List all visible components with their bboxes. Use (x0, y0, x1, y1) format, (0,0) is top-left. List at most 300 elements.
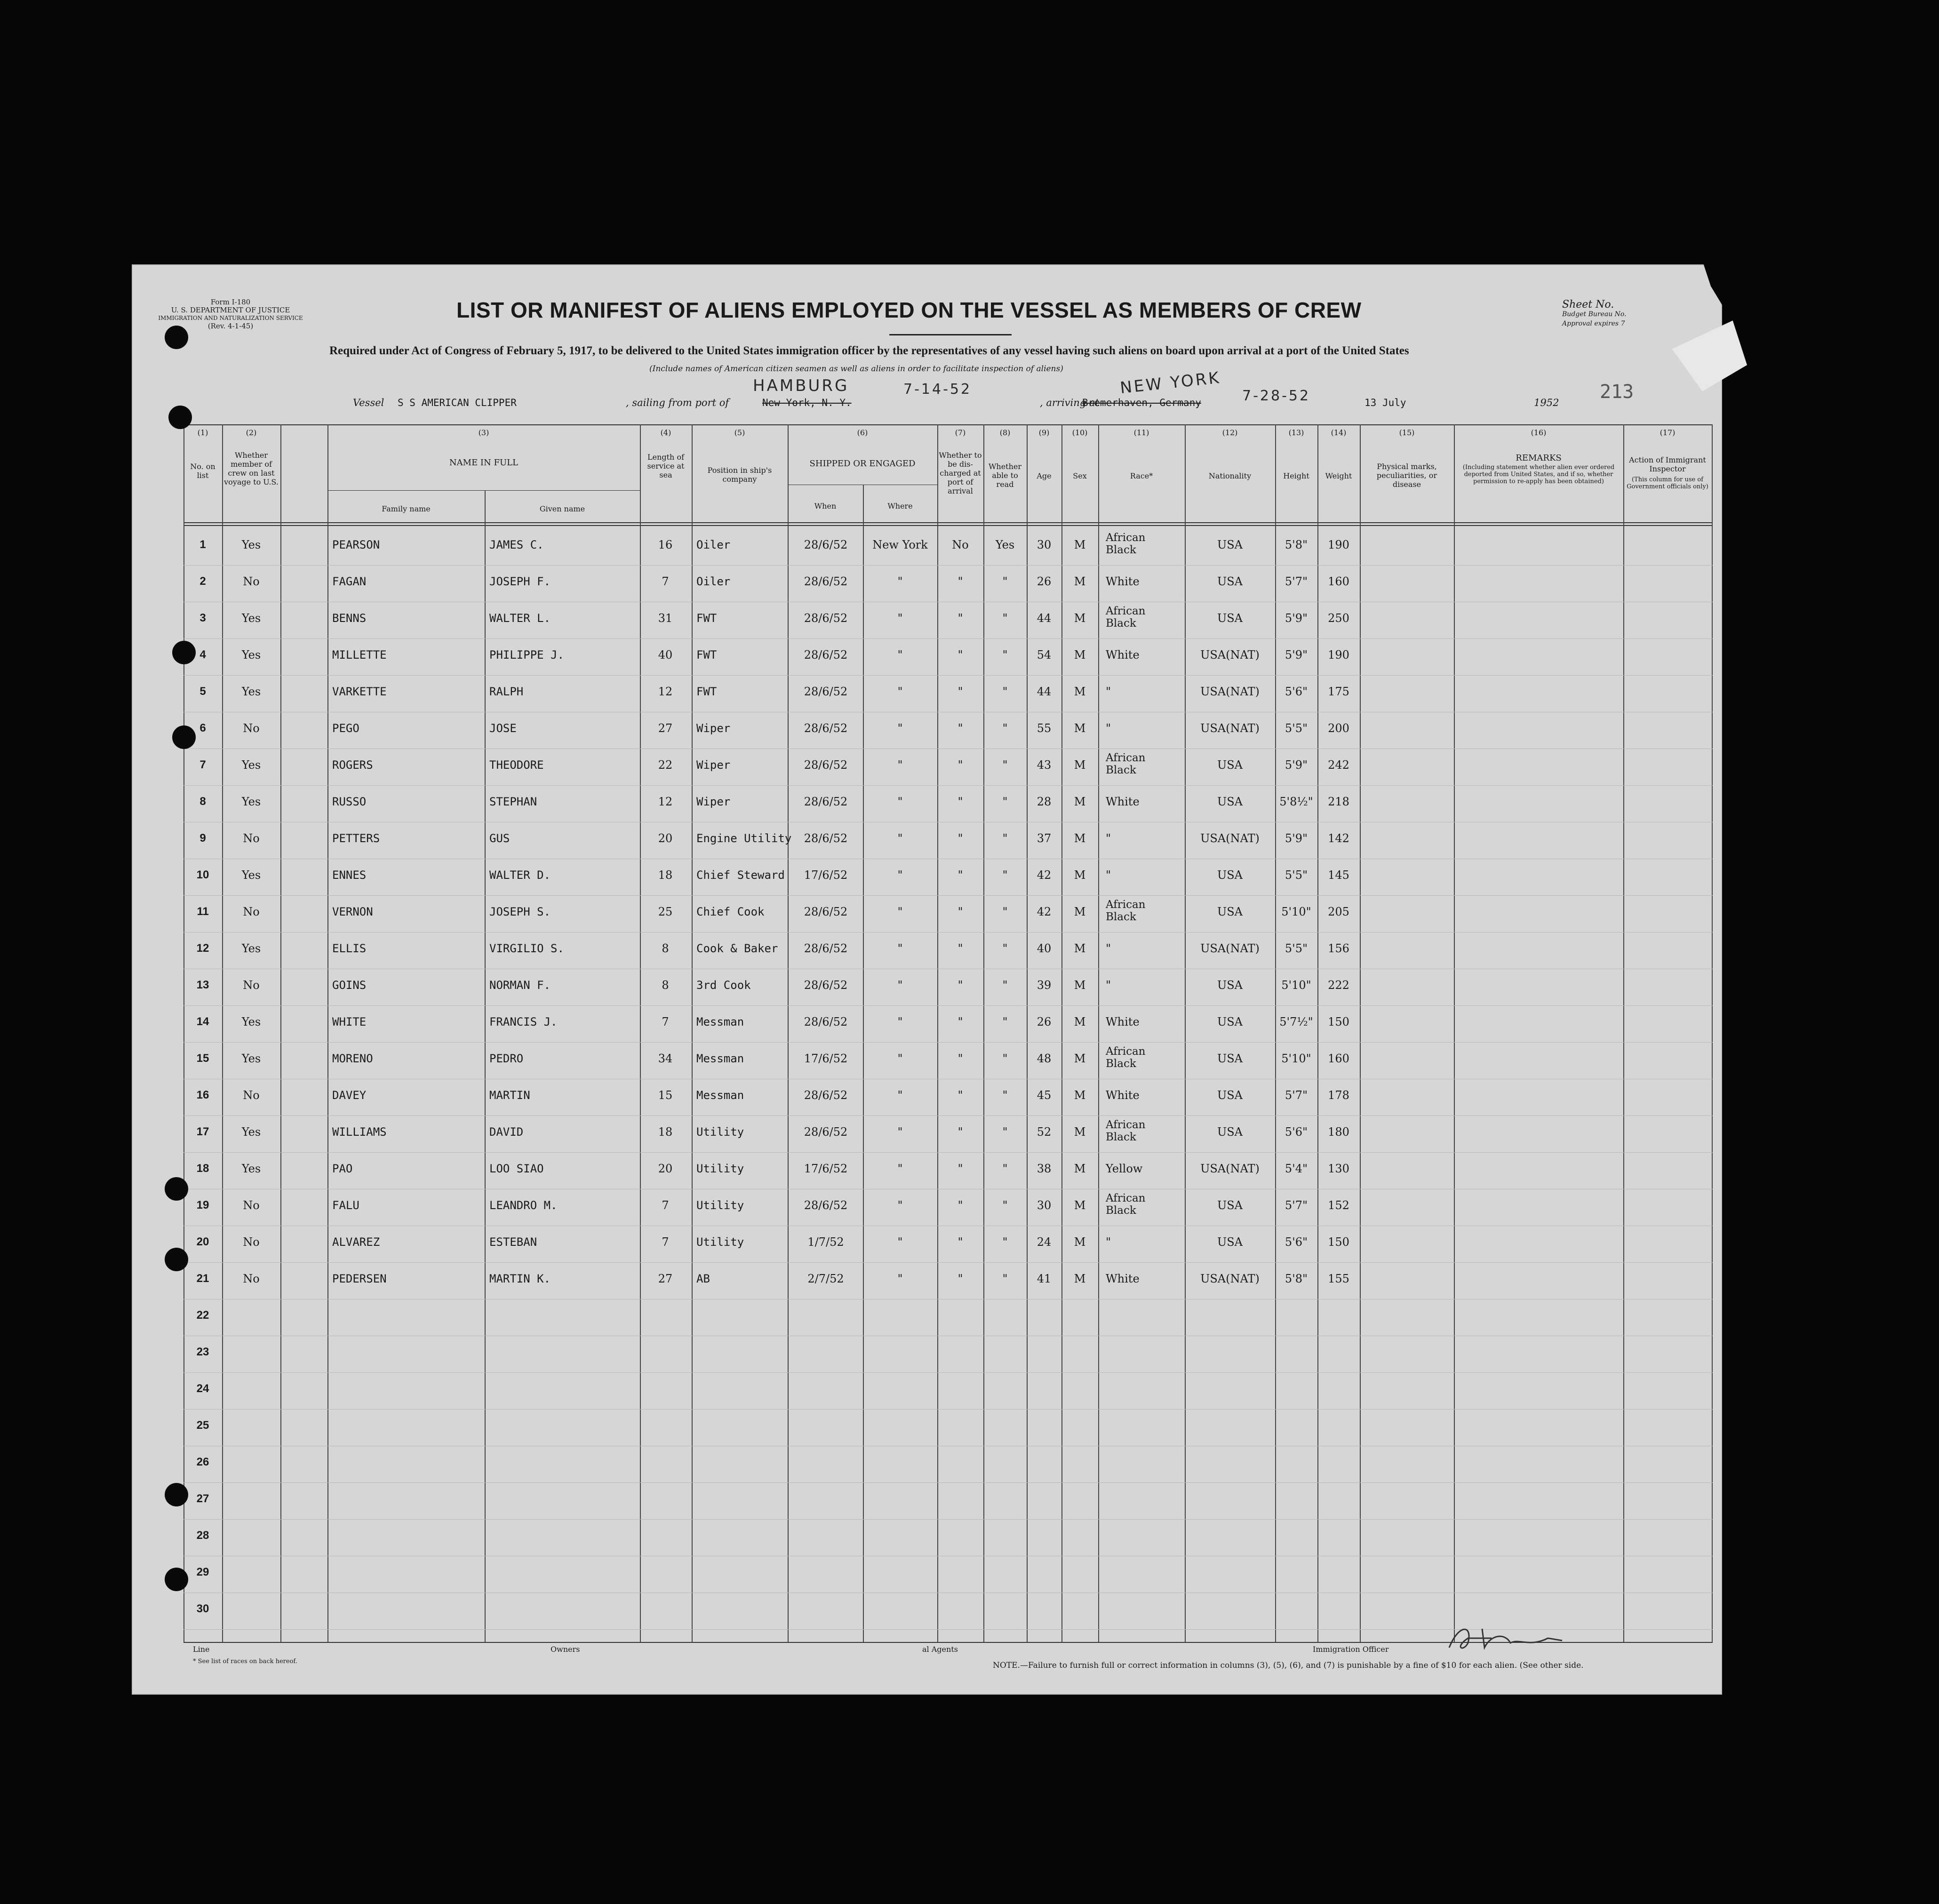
cell-age: 48 (1037, 1052, 1052, 1065)
cell-given: LEANDRO M. (489, 1199, 558, 1212)
cell-length: 20 (658, 1162, 673, 1175)
header-given-name: Given name (539, 504, 585, 513)
table-row (184, 1043, 1713, 1079)
header-when: When (814, 502, 837, 510)
cell-sex: M (1074, 722, 1086, 735)
header-member-last-voyage: Whether member of crew on last voyage to U.S. (224, 451, 279, 486)
col-num-3: (3) (478, 428, 489, 437)
cell-where: " (897, 575, 903, 588)
cell-weight: 218 (1328, 795, 1349, 808)
cell-weight: 160 (1328, 1052, 1349, 1065)
cell-nationality: USA(NAT) (1200, 1162, 1260, 1175)
table-row (184, 676, 1713, 712)
cell-when: 28/6/52 (804, 942, 848, 955)
cell-age: 52 (1037, 1125, 1052, 1139)
cell-age: 41 (1037, 1272, 1052, 1285)
cell-given: PHILIPPE J. (489, 648, 564, 661)
cell-read: " (1002, 905, 1008, 918)
header-action-note: (This column for use of Government officials only) (1627, 476, 1708, 490)
cell-age: 30 (1037, 538, 1052, 551)
col-num-16: (16) (1531, 428, 1547, 437)
cell-race: African Black (1106, 605, 1146, 629)
cell-member: Yes (241, 1015, 261, 1028)
cell-where: New York (872, 538, 928, 551)
cell-where: " (897, 1125, 903, 1139)
cell-sex: M (1074, 905, 1086, 918)
cell-weight: 152 (1328, 1199, 1349, 1212)
manifest-date: 13 July (1364, 397, 1406, 408)
cell-no: 7 (199, 758, 206, 771)
cell-age: 30 (1037, 1199, 1052, 1212)
cell-family: MILLETTE (332, 648, 387, 661)
officer-signature (1440, 1619, 1581, 1657)
cell-no: 1 (199, 538, 206, 551)
cell-weight: 156 (1328, 942, 1349, 955)
cell-when: 28/6/52 (804, 1199, 848, 1212)
cell-given: JAMES C. (489, 538, 544, 551)
cell-no: 21 (196, 1272, 209, 1285)
header-shipped-engaged: SHIPPED OR ENGAGED (809, 459, 916, 469)
cell-height: 5'7½" (1279, 1015, 1313, 1028)
cell-height: 5'8½" (1279, 795, 1313, 808)
cell-given: PEDRO (489, 1052, 524, 1065)
cell-height: 5'10" (1281, 905, 1311, 918)
cell-nationality: USA (1217, 575, 1243, 588)
cell-weight: 242 (1328, 758, 1349, 772)
manifest-year: 1952 (1534, 397, 1559, 408)
cell-where: " (897, 832, 903, 845)
cell-no: 6 (199, 722, 206, 734)
cell-discharged: " (958, 942, 963, 955)
punch-hole (165, 1568, 188, 1591)
cell-read: " (1002, 795, 1008, 808)
cell-family: PEDERSEN (332, 1272, 387, 1285)
cell-position: AB (696, 1272, 710, 1285)
cell-race: White (1106, 795, 1140, 808)
cell-where: " (897, 979, 903, 992)
cell-age: 44 (1037, 612, 1052, 625)
cell-no: 8 (199, 795, 206, 808)
cell-no: 10 (196, 868, 209, 881)
cell-weight: 190 (1328, 538, 1349, 551)
table-row (184, 1226, 1713, 1263)
cell-member: Yes (241, 612, 261, 625)
cell-weight: 205 (1328, 905, 1349, 918)
cell-race: White (1106, 1015, 1140, 1028)
cell-nationality: USA(NAT) (1200, 722, 1260, 735)
cell-length: 25 (658, 905, 673, 918)
cell-sex: M (1074, 1199, 1086, 1212)
cell-sex: M (1074, 1272, 1086, 1285)
table-row (184, 712, 1713, 749)
header-nationality: Nationality (1208, 471, 1252, 480)
cell-read: " (1002, 1199, 1008, 1212)
cell-discharged: " (958, 1235, 963, 1249)
table-row (184, 639, 1713, 676)
cell-length: 22 (658, 758, 673, 772)
cell-family: VARKETTE (332, 685, 387, 698)
cell-read: " (1002, 1052, 1008, 1065)
cell-no: 3 (199, 612, 206, 624)
cell-discharged: " (958, 685, 963, 698)
cell-no: 24 (196, 1382, 209, 1395)
cell-nationality: USA(NAT) (1200, 1272, 1260, 1285)
cell-read: " (1002, 1125, 1008, 1139)
cell-when: 17/6/52 (804, 1162, 848, 1175)
cell-where: " (897, 612, 903, 625)
header-where: Where (887, 502, 913, 510)
cell-length: 15 (658, 1089, 673, 1102)
cell-race: " (1106, 868, 1111, 882)
cell-race: " (1106, 685, 1111, 698)
col-num-4: (4) (660, 428, 671, 437)
cell-given: NORMAN F. (489, 979, 551, 992)
cell-when: 28/6/52 (804, 685, 848, 698)
cell-height: 5'10" (1281, 979, 1311, 992)
cell-weight: 150 (1328, 1015, 1349, 1028)
cell-race: African Black (1106, 899, 1146, 923)
cell-height: 5'5" (1285, 722, 1308, 735)
table-row (184, 566, 1713, 602)
cell-weight: 130 (1328, 1162, 1349, 1175)
cell-no: 5 (199, 685, 206, 698)
cell-read: " (1002, 722, 1008, 735)
cell-position: Utility (696, 1235, 744, 1249)
cell-given: MARTIN (489, 1089, 530, 1102)
cell-family: ENNES (332, 868, 367, 882)
cell-when: 1/7/52 (807, 1235, 844, 1249)
cell-height: 5'10" (1281, 1052, 1311, 1065)
cell-position: Messman (696, 1089, 744, 1102)
cell-weight: 150 (1328, 1235, 1349, 1249)
cell-discharged: " (958, 1199, 963, 1212)
cell-age: 45 (1037, 1089, 1052, 1102)
cell-given: LOO SIAO (489, 1162, 544, 1175)
cell-when: 28/6/52 (804, 538, 848, 551)
cell-member: Yes (241, 1052, 261, 1065)
cell-sex: M (1074, 612, 1086, 625)
cell-given: RALPH (489, 685, 524, 698)
cell-nationality: USA (1217, 979, 1243, 992)
cell-sex: M (1074, 758, 1086, 772)
cell-no: 17 (196, 1125, 209, 1138)
cell-member: No (243, 1235, 260, 1249)
cell-no: 15 (196, 1052, 209, 1065)
cell-where: " (897, 648, 903, 661)
header-rule-double (184, 525, 1713, 526)
cell-sex: M (1074, 1235, 1086, 1249)
cell-no: 30 (196, 1602, 209, 1615)
cell-given: GUS (489, 832, 510, 845)
header-length-service: Length of service at sea (647, 453, 685, 479)
cell-family: PAO (332, 1162, 353, 1175)
cell-no: 27 (196, 1492, 209, 1505)
cell-age: 55 (1037, 722, 1052, 735)
cell-member: Yes (241, 1162, 261, 1175)
cell-sex: M (1074, 1015, 1086, 1028)
cell-given: JOSE (489, 722, 517, 735)
cell-race: " (1106, 1235, 1111, 1249)
cell-age: 39 (1037, 979, 1052, 992)
cell-sex: M (1074, 648, 1086, 661)
cell-race: " (1106, 722, 1111, 735)
cell-weight: 142 (1328, 832, 1349, 845)
table-row (184, 1079, 1713, 1116)
table-row (184, 822, 1713, 859)
cell-length: 16 (658, 538, 673, 551)
cell-family: GOINS (332, 979, 367, 992)
table-row (184, 1520, 1713, 1556)
cell-no: 14 (196, 1015, 209, 1028)
cell-nationality: USA (1217, 1052, 1243, 1065)
cell-member: No (243, 905, 260, 918)
cell-race: African Black (1106, 752, 1146, 776)
punch-hole (165, 1483, 188, 1506)
cell-nationality: USA (1217, 1235, 1243, 1249)
cell-position: Messman (696, 1052, 744, 1065)
cell-height: 5'9" (1285, 832, 1308, 845)
sheet-number: Sheet No. Budget Bureau No. Approval expires 7 (1562, 299, 1627, 327)
cell-family: PEARSON (332, 538, 380, 551)
cell-when: 28/6/52 (804, 1015, 848, 1028)
cell-member: Yes (241, 685, 261, 698)
header-age: Age (1037, 471, 1052, 480)
punch-hole (172, 725, 196, 749)
cell-when: 28/6/52 (804, 832, 848, 845)
cell-length: 18 (658, 1125, 673, 1139)
table-row (184, 529, 1713, 566)
cell-discharged: " (958, 979, 963, 992)
cell-length: 8 (662, 979, 669, 992)
cell-age: 54 (1037, 648, 1052, 661)
header-name-in-full: NAME IN FULL (449, 458, 519, 468)
cell-family: FALU (332, 1199, 359, 1212)
cell-member: Yes (241, 795, 261, 808)
cell-when: 28/6/52 (804, 905, 848, 918)
header-sex: Sex (1073, 471, 1087, 480)
cell-length: 7 (662, 1199, 669, 1212)
col-num-7: (7) (955, 428, 966, 437)
cell-race: White (1106, 1272, 1140, 1285)
cell-height: 5'5" (1285, 868, 1308, 882)
cell-nationality: USA (1217, 1015, 1243, 1028)
cell-length: 12 (658, 685, 673, 698)
cell-length: 7 (662, 1235, 669, 1249)
cell-given: ESTEBAN (489, 1235, 537, 1249)
cell-discharged: " (958, 1272, 963, 1285)
cell-read: " (1002, 685, 1008, 698)
cell-discharged: " (958, 758, 963, 772)
page-stamp: 213 (1600, 381, 1634, 403)
table-row (184, 1446, 1713, 1483)
cell-nationality: USA (1217, 795, 1243, 808)
col-num-2: (2) (246, 428, 257, 437)
cell-where: " (897, 722, 903, 735)
port-from: New York, N. Y. (762, 397, 852, 408)
cell-when: 28/6/52 (804, 612, 848, 625)
header-remarks-note: (Including statement whether alien ever ordered deported from United States, and if so, whether permission to re-apply has been obtained) (1462, 464, 1615, 485)
cell-no: 22 (196, 1309, 209, 1322)
cell-when: 28/6/52 (804, 1125, 848, 1139)
cell-when: 28/6/52 (804, 1089, 848, 1102)
cell-read: " (1002, 1015, 1008, 1028)
cell-given: WALTER D. (489, 868, 551, 882)
arrive-date-handwritten: 7-28-52 (1242, 388, 1311, 404)
cell-discharged: " (958, 1125, 963, 1139)
cell-given: MARTIN K. (489, 1272, 551, 1285)
cell-no: 18 (196, 1162, 209, 1175)
cell-age: 28 (1037, 795, 1052, 808)
col-num-9: (9) (1038, 428, 1050, 437)
cell-nationality: USA (1217, 758, 1243, 772)
cell-length: 8 (662, 942, 669, 955)
cell-position: Chief Cook (696, 905, 765, 918)
cell-position: FWT (696, 685, 717, 698)
cell-no: 26 (196, 1456, 209, 1468)
cell-when: 28/6/52 (804, 575, 848, 588)
cell-given: FRANCIS J. (489, 1015, 558, 1028)
penalty-note: NOTE.—Failure to furnish full or correct information in columns (3), (5), (6), and (7) is punishable by a fine of $10 for each alien. (See other side. (993, 1661, 1584, 1670)
cell-read: " (1002, 1162, 1008, 1175)
cell-family: VERNON (332, 905, 373, 918)
name-subheader-rule (327, 490, 640, 491)
cell-given: JOSEPH F. (489, 575, 551, 588)
cell-race: African Black (1106, 1192, 1146, 1217)
cell-weight: 250 (1328, 612, 1349, 625)
cell-sex: M (1074, 868, 1086, 882)
cell-given: JOSEPH S. (489, 905, 551, 918)
cell-member: No (243, 1089, 260, 1102)
cell-no: 13 (196, 979, 209, 991)
cell-weight: 180 (1328, 1125, 1349, 1139)
races-note: * See list of races on back hereof. (193, 1658, 297, 1665)
header-family-name: Family name (382, 504, 431, 513)
cell-race: Yellow (1106, 1162, 1143, 1175)
cell-discharged: " (958, 905, 963, 918)
cell-read: " (1002, 979, 1008, 992)
port-from-handwritten: HAMBURG (753, 376, 849, 395)
cell-discharged: No (952, 538, 969, 551)
cell-given: VIRGILIO S. (489, 942, 564, 955)
subtitle: Required under Act of Congress of February 5, 1917, to be delivered to the United States immigration officer by the representatives of any vessel having such aliens on board upon arrival at a port of the United States (329, 344, 1409, 357)
cell-where: " (897, 905, 903, 918)
cell-where: " (897, 685, 903, 698)
header-physical-marks: Physical marks, peculiarities, or disease (1376, 462, 1437, 489)
cell-no: 20 (196, 1235, 209, 1248)
cell-position: Messman (696, 1015, 744, 1028)
vessel-name: S S AMERICAN CLIPPER (398, 397, 517, 408)
col-num-1: (1) (197, 428, 208, 437)
cell-where: " (897, 1272, 903, 1285)
cell-when: 28/6/52 (804, 648, 848, 661)
table-row (184, 1263, 1713, 1299)
cell-weight: 178 (1328, 1089, 1349, 1102)
cell-nationality: USA(NAT) (1200, 942, 1260, 955)
table-row (184, 1299, 1713, 1336)
cell-nationality: USA(NAT) (1200, 832, 1260, 845)
table-row (184, 1410, 1713, 1446)
cell-discharged: " (958, 868, 963, 882)
cell-sex: M (1074, 1052, 1086, 1065)
manifest-sheet (132, 264, 1722, 1695)
form-identifier: Form I-180 U. S. DEPARTMENT OF JUSTICE IMMIGRATION AND NATURALIZATION SERVICE (Rev. 4-1-45) (158, 298, 303, 330)
cell-sex: M (1074, 1125, 1086, 1139)
cell-family: WHITE (332, 1015, 367, 1028)
header-race: Race* (1130, 471, 1153, 480)
cell-nationality: USA(NAT) (1200, 648, 1260, 661)
header-able-read: Whether able to read (988, 462, 1022, 489)
cell-length: 40 (658, 648, 673, 661)
cell-height: 5'8" (1285, 1272, 1308, 1285)
cell-age: 24 (1037, 1235, 1052, 1249)
cell-no: 23 (196, 1346, 209, 1358)
cell-where: " (897, 1235, 903, 1249)
cell-when: 2/7/52 (807, 1272, 844, 1285)
cell-where: " (897, 1015, 903, 1028)
cell-discharged: " (958, 722, 963, 735)
punch-hole (172, 641, 196, 664)
cell-no: 16 (196, 1089, 209, 1101)
cell-no: 25 (196, 1419, 209, 1432)
cell-height: 5'9" (1285, 648, 1308, 661)
cell-discharged: " (958, 832, 963, 845)
col-num-10: (10) (1072, 428, 1088, 437)
cell-read: Yes (995, 538, 1015, 551)
cell-position: FWT (696, 612, 717, 625)
cell-family: RUSSO (332, 795, 367, 808)
cell-height: 5'4" (1285, 1162, 1308, 1175)
cell-where: " (897, 795, 903, 808)
cell-where: " (897, 1052, 903, 1065)
table-row (184, 749, 1713, 786)
cell-when: 28/6/52 (804, 795, 848, 808)
table-row (184, 1153, 1713, 1189)
col-num-12: (12) (1222, 428, 1238, 437)
cell-height: 5'6" (1285, 1125, 1308, 1139)
cell-height: 5'7" (1285, 1199, 1308, 1212)
cell-sex: M (1074, 575, 1086, 588)
cell-race: " (1106, 942, 1111, 955)
cell-length: 27 (658, 1272, 673, 1285)
col-num-11: (11) (1133, 428, 1149, 437)
sail-date-handwritten: 7-14-52 (903, 381, 972, 398)
cell-read: " (1002, 1235, 1008, 1249)
cell-nationality: USA (1217, 905, 1243, 918)
cell-discharged: " (958, 575, 963, 588)
cell-no: 11 (197, 905, 209, 918)
cell-when: 17/6/52 (804, 1052, 848, 1065)
cell-sex: M (1074, 685, 1086, 698)
cell-race: African Black (1106, 532, 1146, 556)
cell-given: WALTER L. (489, 612, 551, 625)
cell-age: 37 (1037, 832, 1052, 845)
cell-family: ROGERS (332, 758, 373, 772)
cell-position: Oiler (696, 575, 731, 588)
cell-where: " (897, 1199, 903, 1212)
header-rule (184, 522, 1713, 523)
cell-family: ELLIS (332, 942, 367, 955)
cell-no: 28 (196, 1529, 209, 1542)
table-row (184, 1556, 1713, 1593)
cell-member: No (243, 832, 260, 845)
cell-height: 5'7" (1285, 575, 1308, 588)
cell-read: " (1002, 868, 1008, 882)
cell-family: DAVEY (332, 1089, 367, 1102)
cell-no: 4 (199, 648, 206, 661)
page-title: LIST OR MANIFEST OF ALIENS EMPLOYED ON THE VESSEL AS MEMBERS OF CREW (456, 298, 1362, 322)
cell-weight: 200 (1328, 722, 1349, 735)
arriving-label: , arriving at (1040, 397, 1099, 408)
